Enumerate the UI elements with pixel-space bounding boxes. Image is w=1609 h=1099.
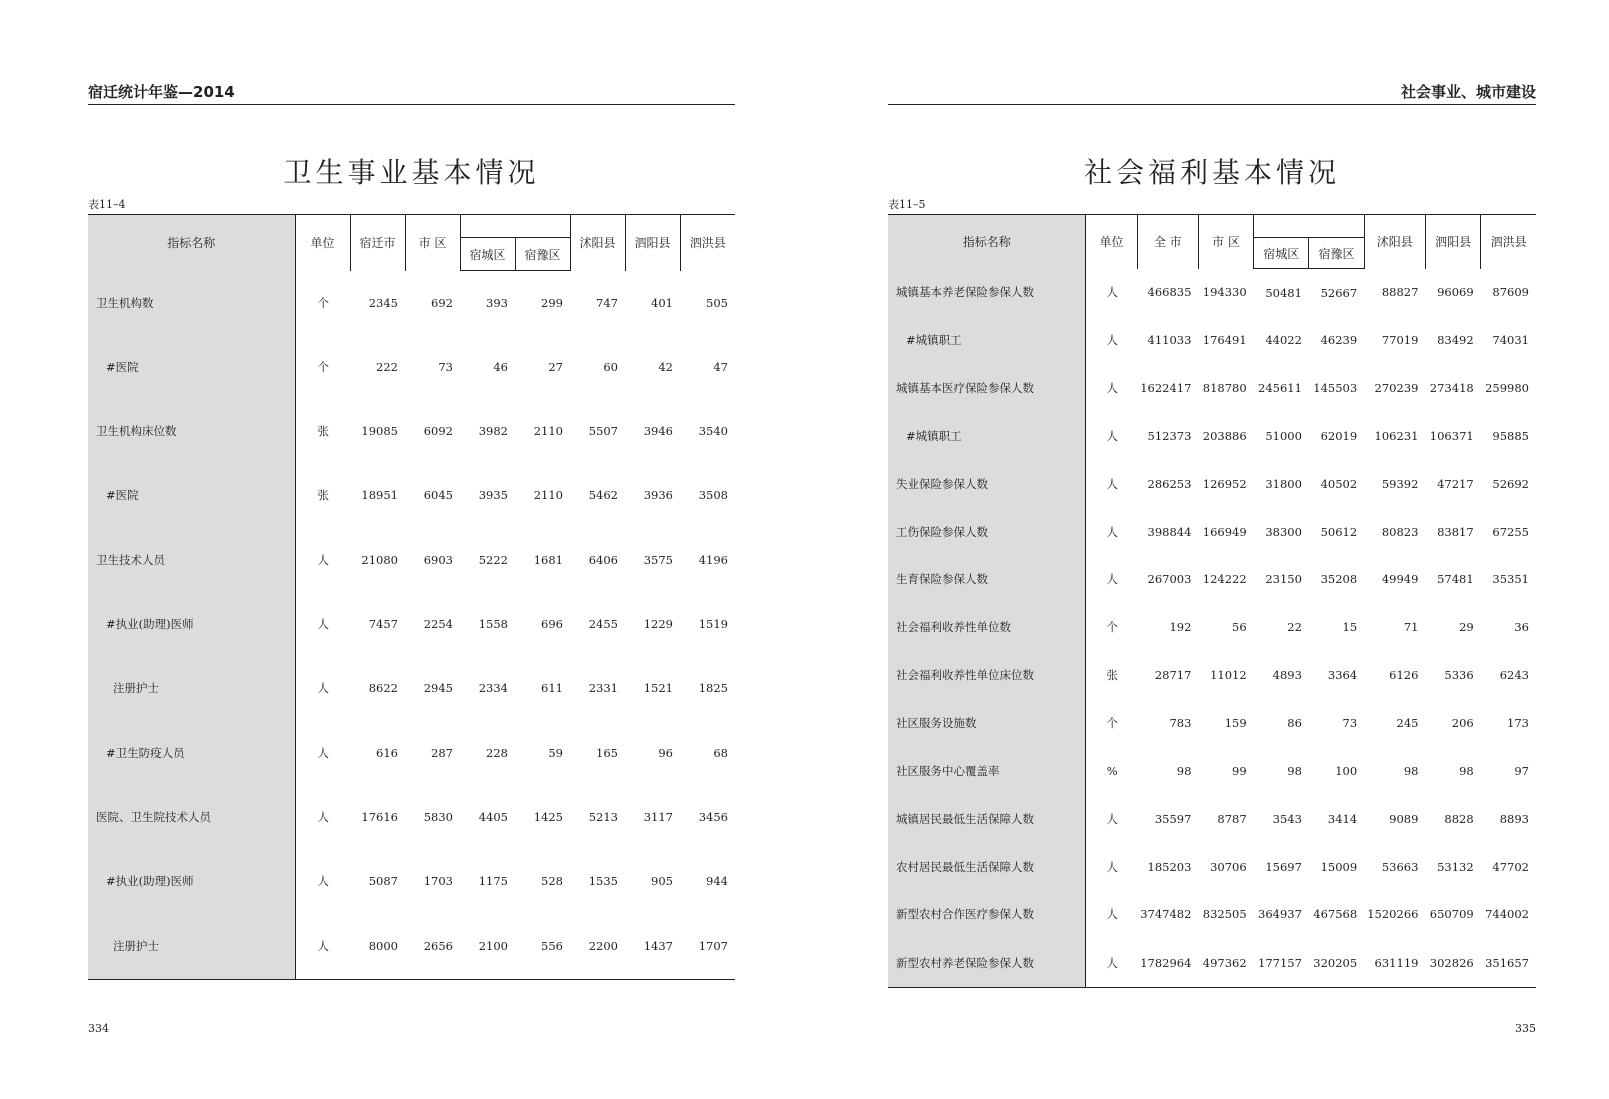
value-cell: 77019 [1381,333,1419,348]
value-cell: 46239 [1320,333,1358,348]
value-cell: 259980 [1485,381,1529,396]
value-cell: 2945 [423,681,453,696]
value-cell: 4405 [478,809,508,824]
value-cell: 6045 [423,488,453,503]
indicator-name: 卫生技术人员 [88,528,295,592]
value-cell: 98 [1459,763,1474,778]
value-cell: 3364 [1327,668,1358,683]
value-cell: 35597 [1154,811,1192,826]
value-cell: 124222 [1202,572,1247,587]
header-district: 市 区 [1198,215,1253,269]
value-cell: 60 [603,359,618,374]
value-cell: 832505 [1202,907,1247,922]
value-cell: 74031 [1492,333,1529,348]
value-cell: 4196 [698,552,728,567]
value-cell: 62019 [1320,428,1358,443]
value-cell: 15009 [1320,859,1358,874]
value-cell: 95885 [1492,428,1529,443]
table-row [888,651,1536,699]
value-cell: 8622 [368,681,398,696]
value-cell: 3540 [698,424,728,439]
value-cell: 159 [1224,716,1247,731]
value-cell: 194330 [1202,285,1247,300]
unit-cell: 人 [1086,938,1137,987]
indicator-name: 社会福利收养性单位床位数 [888,651,1086,699]
header-whole-city: 全 市 [1137,215,1198,269]
value-cell: 8893 [1499,811,1529,826]
header-suyu: 宿豫区 [515,238,570,271]
unit-cell: 张 [317,488,329,503]
value-cell: 87609 [1492,285,1529,300]
header-siyang: 泗阳县 [1425,215,1480,269]
value-cell: 15697 [1265,859,1302,874]
value-cell: 53663 [1381,859,1419,874]
value-cell: 3456 [698,809,728,824]
header-shuyang: 沭阳县 [570,215,625,271]
header-sihong: 泗洪县 [1481,215,1536,269]
value-cell: 2200 [570,913,625,979]
indicator-name: 医院、卫生院技术人员 [88,785,295,849]
value-cell: 35351 [1492,572,1529,587]
value-cell: 36 [1514,620,1529,635]
value-cell: 616 [376,745,398,760]
value-cell: 5830 [423,809,453,824]
value-cell: 67255 [1492,524,1529,539]
value-cell: 173 [1507,716,1529,731]
table-row [888,269,1536,317]
unit-cell: 个 [1106,716,1119,731]
header-sihong: 泗洪县 [680,215,735,271]
value-cell: 97 [1514,763,1529,778]
value-cell: 29 [1459,620,1474,635]
running-head: 社会事业、城市建设 [888,82,1536,105]
table-row [88,592,735,656]
unit-cell: 人 [317,552,329,567]
value-cell: 8828 [1444,811,1474,826]
value-cell: 393 [486,295,508,310]
indicator-name: 失业保险参保人数 [888,460,1086,508]
value-cell: 145503 [1313,381,1358,396]
unit-cell: 张 [1106,668,1119,683]
table-row [888,412,1536,460]
value-cell: 1425 [533,809,563,824]
value-cell: 88827 [1381,285,1419,300]
value-cell: 40502 [1320,476,1358,491]
header-district-group [460,215,570,238]
header-suyu: 宿豫区 [1309,238,1364,269]
value-cell: 611 [541,681,563,696]
indicator-name: #城镇职工 [888,412,1086,460]
value-cell: 1520266 [1367,907,1419,922]
page-title: 社会福利基本情况 [1083,155,1340,189]
value-cell: 783 [1169,716,1192,731]
value-cell: 1622417 [1140,381,1192,396]
value-cell: 57481 [1437,572,1474,587]
value-cell: 47702 [1492,859,1529,874]
value-cell: 3935 [478,488,508,503]
value-cell: 22 [1287,620,1302,635]
unit-cell: 个 [317,295,329,310]
value-cell: 631119 [1364,938,1425,987]
value-cell: 5336 [1444,668,1474,683]
value-cell: 273418 [1429,381,1474,396]
indicator-name: #医院 [88,463,295,527]
value-cell: 1825 [698,681,728,696]
value-cell: 83817 [1437,524,1474,539]
value-cell: 299 [541,295,563,310]
value-cell: 106371 [1429,428,1474,443]
header-indicator: 指标名称 [888,215,1086,269]
value-cell: 267003 [1147,572,1192,587]
table-row [888,364,1536,412]
table-row [88,720,735,784]
unit-cell: 人 [1106,476,1119,491]
value-cell: 47217 [1437,476,1474,491]
indicator-name: 新型农村合作医疗参保人数 [888,890,1086,938]
indicator-name: 社会福利收养性单位数 [888,603,1086,651]
value-cell: 96069 [1437,285,1474,300]
value-cell: 744002 [1485,907,1529,922]
value-cell: 73 [438,359,453,374]
value-cell: 6406 [588,552,618,567]
health-table [88,214,735,980]
table-row [888,747,1536,795]
value-cell: 6092 [423,424,453,439]
value-cell: 650709 [1429,907,1474,922]
value-cell: 185203 [1147,859,1192,874]
value-cell: 35208 [1320,572,1358,587]
value-cell: 51000 [1265,428,1302,443]
value-cell: 3543 [1272,811,1302,826]
value-cell: 3414 [1327,811,1358,826]
value-cell: 2345 [368,295,398,310]
unit-cell: 人 [1106,907,1119,922]
value-cell: 42 [658,359,673,374]
unit-cell: 人 [317,809,329,824]
value-cell: 3747482 [1140,907,1192,922]
value-cell: 2334 [478,681,508,696]
unit-cell: 人 [1106,811,1119,826]
indicator-name: 社区服务设施数 [888,699,1086,747]
value-cell: 497362 [1198,938,1253,987]
value-cell: 1519 [698,617,728,632]
value-cell: 19085 [361,424,398,439]
value-cell: 398844 [1147,524,1192,539]
value-cell: 8000 [350,913,405,979]
value-cell: 71 [1403,620,1419,635]
unit-cell: 人 [1106,572,1119,587]
value-cell: 512373 [1147,428,1192,443]
value-cell: 59 [548,745,563,760]
table-number: 表11–4 [88,198,126,211]
value-cell: 1707 [680,913,735,979]
value-cell: 9089 [1389,811,1419,826]
value-cell: 83492 [1437,333,1474,348]
header-sucheng: 宿城区 [1254,238,1309,269]
header-unit: 单位 [295,215,350,271]
unit-cell: 人 [317,745,329,760]
value-cell: 28717 [1154,668,1192,683]
unit-cell: 人 [317,617,329,632]
value-cell: 99 [1232,763,1247,778]
table-row [88,335,735,399]
page-number: 334 [88,1022,109,1035]
indicator-name: 城镇居民最低生活保障人数 [888,795,1086,843]
value-cell: 528 [541,874,563,889]
value-cell: 556 [515,913,570,979]
header-district-group [1254,215,1365,238]
indicator-name: 注册护士 [88,656,295,720]
indicator-name: 注册护士 [88,913,295,979]
value-cell: 364937 [1258,907,1302,922]
value-cell: 100 [1335,763,1358,778]
value-cell: 1558 [478,617,508,632]
indicator-name: #医院 [88,335,295,399]
value-cell: 44022 [1265,333,1302,348]
value-cell: 8787 [1217,811,1247,826]
value-cell: 2331 [588,681,618,696]
value-cell: 98 [1403,763,1419,778]
value-cell: 59392 [1381,476,1419,491]
value-cell: 5213 [588,809,618,824]
indicator-name: #执业(助理)医师 [88,849,295,913]
value-cell: 30706 [1210,859,1247,874]
value-cell: 1703 [423,874,453,889]
unit-cell: 人 [1106,428,1119,443]
table-row [88,656,735,720]
welfare-table [888,214,1536,988]
value-cell: 467568 [1313,907,1358,922]
indicator-name: 城镇基本养老保险参保人数 [888,269,1086,317]
value-cell: 1535 [588,874,618,889]
value-cell: 696 [541,617,563,632]
value-cell: 245 [1396,716,1419,731]
value-cell: 1437 [625,913,680,979]
value-cell: 126952 [1202,476,1247,491]
value-cell: 320205 [1309,938,1364,987]
indicator-name: 农村居民最低生活保障人数 [888,843,1086,891]
value-cell: 6243 [1499,668,1529,683]
table-row [88,849,735,913]
value-cell: 106231 [1374,428,1419,443]
table-row [88,785,735,849]
value-cell: 21080 [361,552,398,567]
value-cell: 56 [1232,620,1247,635]
value-cell: 98 [1176,763,1192,778]
indicator-name: #卫生防疫人员 [88,720,295,784]
value-cell: 17616 [361,809,398,824]
value-cell: 165 [596,745,618,760]
value-cell: 68 [713,745,728,760]
value-cell: 692 [431,295,453,310]
value-cell: 166949 [1202,524,1247,539]
value-cell: 2656 [405,913,460,979]
value-cell: 50612 [1320,524,1358,539]
value-cell: 18951 [361,488,398,503]
table-row [888,603,1536,651]
indicator-name: 城镇基本医疗保险参保人数 [888,364,1086,412]
value-cell: 192 [1169,620,1192,635]
table-row [888,890,1536,938]
value-cell: 6126 [1389,668,1419,683]
value-cell: 1681 [533,552,563,567]
value-cell: 2455 [588,617,618,632]
value-cell: 86 [1287,716,1302,731]
header-shuyang: 沭阳县 [1364,215,1425,269]
value-cell: 27 [548,359,563,374]
value-cell: 944 [706,874,728,889]
value-cell: 905 [651,874,673,889]
value-cell: 505 [706,295,728,310]
indicator-name: 工伤保险参保人数 [888,508,1086,556]
page-number: 335 [1515,1022,1536,1035]
indicator-name: 新型农村养老保险参保人数 [888,938,1086,987]
value-cell: 23150 [1265,572,1302,587]
table-row [88,528,735,592]
value-cell: 5507 [588,424,618,439]
unit-cell: 人 [1106,859,1119,874]
value-cell: 3982 [478,424,508,439]
unit-cell: % [1106,763,1118,778]
unit-cell: 人 [1106,381,1119,396]
value-cell: 228 [486,745,508,760]
value-cell: 1229 [643,617,673,632]
table-row [888,316,1536,364]
value-cell: 73 [1342,716,1358,731]
value-cell: 818780 [1202,381,1247,396]
value-cell: 2100 [460,913,515,979]
unit-cell: 个 [1106,620,1119,635]
value-cell: 411033 [1147,333,1192,348]
indicator-name: 卫生机构床位数 [88,399,295,463]
value-cell: 15 [1342,620,1358,635]
value-cell: 245611 [1258,381,1302,396]
indicator-name: 社区服务中心覆盖率 [888,747,1086,795]
indicator-name: 生育保险参保人数 [888,556,1086,604]
value-cell: 3936 [643,488,673,503]
value-cell: 46 [493,359,508,374]
right-page [888,0,1536,1099]
table-number: 表11–5 [888,198,926,211]
left-page [88,0,735,1099]
value-cell: 4893 [1272,668,1302,683]
value-cell: 2110 [533,488,563,503]
header-indicator: 指标名称 [88,215,295,271]
value-cell: 203886 [1202,428,1247,443]
value-cell: 206 [1451,716,1474,731]
value-cell: 222 [376,359,398,374]
value-cell: 3117 [643,809,673,824]
table-row [888,795,1536,843]
header-sucheng: 宿城区 [460,238,515,271]
value-cell: 7457 [368,617,398,632]
value-cell: 3508 [698,488,728,503]
value-cell: 6903 [423,552,453,567]
indicator-name: 卫生机构数 [88,271,295,335]
table-row [888,843,1536,891]
value-cell: 286253 [1147,476,1192,491]
unit-cell: 个 [317,359,329,374]
table-row [88,399,735,463]
header-siyang: 泗阳县 [625,215,680,271]
value-cell: 3575 [643,552,673,567]
indicator-name: #城镇职工 [888,316,1086,364]
value-cell: 270239 [1374,381,1419,396]
unit-cell: 人 [317,681,329,696]
value-cell: 38300 [1265,524,1302,539]
value-cell: 11012 [1210,668,1247,683]
value-cell: 2110 [533,424,563,439]
table-row [888,556,1536,604]
value-cell: 49949 [1381,572,1419,587]
value-cell: 53132 [1437,859,1474,874]
value-cell: 52667 [1320,285,1358,300]
unit-cell: 人 [1106,524,1119,539]
value-cell: 52692 [1492,476,1529,491]
value-cell: 47 [713,359,728,374]
table-row [888,938,1536,987]
value-cell: 1782964 [1137,938,1198,987]
unit-cell: 人 [1106,333,1119,348]
value-cell: 5087 [368,874,398,889]
value-cell: 98 [1287,763,1302,778]
running-head: 宿迁统计年鉴—2014 [88,82,735,105]
value-cell: 1521 [643,681,673,696]
header-city: 宿迁市 [350,215,405,271]
value-cell: 50481 [1265,285,1302,300]
table-row [88,271,735,335]
page-title: 卫生事业基本情况 [283,155,540,189]
value-cell: 2254 [423,617,453,632]
value-cell: 401 [651,295,673,310]
value-cell: 747 [596,295,618,310]
unit-cell: 人 [1106,285,1119,300]
value-cell: 177157 [1254,938,1309,987]
value-cell: 351657 [1481,938,1536,987]
table-row [888,699,1536,747]
value-cell: 80823 [1381,524,1419,539]
unit-cell: 张 [317,424,329,439]
header-district: 市 区 [405,215,460,271]
unit-cell: 人 [295,913,350,979]
value-cell: 31800 [1265,476,1302,491]
value-cell: 287 [431,745,453,760]
value-cell: 302826 [1425,938,1480,987]
table-row [88,463,735,527]
table-row [88,913,735,979]
table-row [888,508,1536,556]
value-cell: 176491 [1202,333,1247,348]
indicator-name: #执业(助理)医师 [88,592,295,656]
value-cell: 3946 [643,424,673,439]
table-row [888,460,1536,508]
unit-cell: 人 [317,874,329,889]
value-cell: 466835 [1147,285,1192,300]
value-cell: 96 [658,745,673,760]
value-cell: 1175 [478,874,508,889]
value-cell: 5222 [478,552,508,567]
header-unit: 单位 [1086,215,1137,269]
value-cell: 5462 [588,488,618,503]
